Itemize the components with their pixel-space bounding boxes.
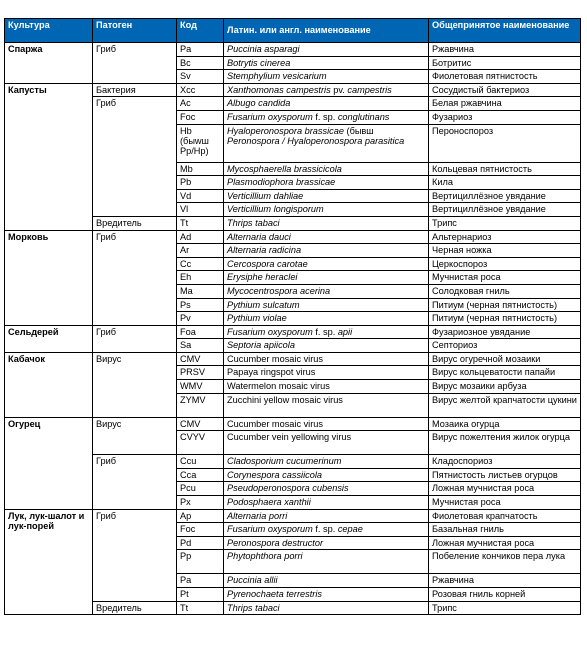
common-name: Кольцевая пятнистость: [432, 163, 532, 174]
code-value: Ps: [180, 299, 191, 310]
table-row: [5, 325, 581, 339]
latin-name-cell: [224, 482, 429, 496]
latin-name-cell: [224, 244, 429, 258]
latin-name: Plasmodiophora brassicae: [227, 177, 336, 188]
table-body: [5, 43, 581, 615]
latin-name: Zucchini yellow mosaic virus: [227, 394, 343, 405]
pathogen-type: Гриб: [96, 326, 116, 337]
table-row: [5, 83, 581, 97]
code-value: Foa: [180, 326, 196, 337]
latin-name-qualifier: pv.: [330, 84, 348, 95]
code-cell: [177, 189, 224, 203]
common-name: Базальная гниль: [432, 524, 504, 535]
latin-name: Pythium violae: [227, 313, 287, 324]
common-name-cell: [429, 271, 581, 285]
common-name: Вертициллёзное увядание: [432, 190, 546, 201]
latin-name: Cucumber mosaic virus: [227, 418, 323, 429]
code-cell: [177, 496, 224, 510]
code-value: Px: [180, 497, 191, 508]
code-cell: [177, 312, 224, 326]
pathogen-type: Бактерия: [96, 84, 136, 95]
pathogen-cell: [93, 601, 177, 615]
latin-name-cell: [224, 588, 429, 602]
code-cell: [177, 43, 224, 57]
common-name: Мозаика огурца: [432, 418, 500, 429]
pathogen-cell: [93, 352, 177, 417]
latin-name-part: apii: [337, 326, 353, 337]
code-cell: [177, 550, 224, 574]
latin-name-cell: [224, 189, 429, 203]
latin-name-cell: [224, 417, 429, 431]
latin-name: Cladosporium cucumerinum: [227, 456, 342, 467]
latin-name: Podosphaera xanthii: [227, 497, 311, 508]
common-name: Мучнистая роса: [432, 497, 501, 508]
latin-name: Cucumber mosaic virus: [227, 353, 323, 364]
code-value: CMV: [180, 418, 201, 429]
code-value: Tt: [180, 602, 189, 613]
common-name-cell: [429, 339, 581, 353]
latin-name: Pythium sulcatum: [227, 299, 300, 310]
code-cell: [177, 601, 224, 615]
latin-name: Phytophthora porri: [227, 551, 303, 562]
common-name-cell: [429, 352, 581, 366]
common-name: Церкоспороз: [432, 258, 488, 269]
common-name-cell: [429, 468, 581, 482]
pathogen-type: Гриб: [96, 231, 116, 242]
latin-name: Verticillium longisporum: [227, 204, 324, 215]
code-cell: [177, 468, 224, 482]
code-value: Pv: [180, 313, 191, 324]
latin-name: Stemphylium vesicarium: [227, 71, 327, 82]
common-name-cell: [429, 97, 581, 111]
code-cell: [177, 257, 224, 271]
common-name: Сосудистый бактериоз: [432, 84, 530, 95]
code-cell: [177, 110, 224, 124]
code-value: Vl: [180, 204, 189, 215]
code-value: Pa: [180, 44, 192, 54]
pathogen-cell: [93, 216, 177, 230]
code-cell: [177, 70, 224, 84]
common-name-cell: [429, 380, 581, 394]
code-value: Vd: [180, 190, 192, 201]
code-cell: [177, 509, 224, 523]
pathogen-type: Вирус: [96, 418, 122, 429]
code-cell: [177, 455, 224, 469]
latin-name-cell: [224, 601, 429, 615]
common-name: Ржавчина: [432, 44, 474, 54]
common-name: Пятнистость листьев огурцов: [432, 469, 558, 480]
latin-name-cell: [224, 83, 429, 97]
code-value: CMV: [180, 353, 201, 364]
code-cell: [177, 417, 224, 431]
latin-name: Watermelon mosaic virus: [227, 381, 330, 392]
code-cell: [177, 83, 224, 97]
latin-name: Alternaria dauci: [227, 231, 291, 242]
code-cell: [177, 244, 224, 258]
latin-name-cell: [224, 550, 429, 574]
latin-name-cell: [224, 110, 429, 124]
pathogen-type: Вредитель: [96, 602, 142, 613]
code-value: Mb: [180, 163, 193, 174]
latin-name-cell: [224, 97, 429, 111]
code-cell: [177, 574, 224, 588]
common-name-cell: [429, 312, 581, 326]
latin-name-qualifier: f. sp.: [312, 524, 338, 535]
code-cell: [177, 216, 224, 230]
crop-name: Лук, лук-шалот и лук-порей: [8, 510, 85, 532]
latin-name-cell: [224, 312, 429, 326]
latin-name-cell: [224, 271, 429, 285]
latin-name-cell: [224, 70, 429, 84]
latin-name: Verticillium dahliae: [227, 190, 304, 201]
crop-cell: [5, 230, 93, 325]
code-value: Tt: [180, 217, 189, 228]
pathogen-type: Гриб: [96, 456, 116, 467]
code-cell: [177, 325, 224, 339]
header-common-name: Общепринятое наименование: [429, 19, 581, 43]
code-cell: [177, 339, 224, 353]
latin-name-cell: [224, 284, 429, 298]
latin-name-cell: [224, 162, 429, 176]
code-value: Pcu: [180, 483, 196, 494]
table-row: [5, 230, 581, 244]
latin-name-cell: [224, 230, 429, 244]
disease-codes-table: [4, 18, 581, 615]
code-value: Foc: [180, 524, 196, 535]
code-value: Pb: [180, 177, 192, 188]
pathogen-type: Вирус: [96, 353, 122, 364]
crop-cell: [5, 417, 93, 509]
common-name-cell: [429, 455, 581, 469]
common-name: Вирус мозаики арбуза: [432, 381, 527, 392]
common-name: Фиолетовая пятнистость: [432, 71, 538, 82]
latin-name-part: campestris: [347, 84, 392, 95]
code-cell: [177, 284, 224, 298]
crop-cell: [5, 83, 93, 230]
code-cell: [177, 352, 224, 366]
common-name: Мучнистая роса: [432, 272, 501, 283]
code-value: Ap: [180, 510, 192, 521]
common-name-cell: [429, 574, 581, 588]
pathogen-cell: [93, 43, 177, 84]
code-value: Ac: [180, 98, 191, 109]
latin-name: Botrytis cinerea: [227, 57, 291, 68]
code-cell: [177, 97, 224, 111]
common-name-cell: [429, 496, 581, 510]
pathogen-cell: [93, 325, 177, 352]
common-name: Трипс: [432, 217, 457, 228]
code-cell: [177, 124, 224, 162]
table-row: [5, 417, 581, 431]
crop-cell: [5, 43, 93, 84]
latin-name-cell: [224, 216, 429, 230]
latin-name: Pseudoperonospora cubensis: [227, 483, 349, 494]
common-name: Кила: [432, 177, 453, 188]
latin-name: Mycocentrospora acerina: [227, 285, 331, 296]
crop-name: Спаржа: [8, 44, 43, 54]
pathogen-cell: [93, 509, 177, 601]
common-name: Питиум (черная пятнистость): [432, 299, 558, 310]
code-value: Sv: [180, 71, 191, 82]
latin-name: Alternaria porri: [227, 510, 288, 521]
code-value: Sa: [180, 340, 192, 351]
crop-name: Морковь: [8, 231, 49, 242]
latin-name: Puccinia allii: [227, 575, 278, 586]
common-name-cell: [429, 393, 581, 417]
latin-name-part: Peronospora / Hyaloperonospora parasitica: [227, 135, 405, 146]
header-crop: Культура: [5, 19, 93, 43]
common-name-cell: [429, 244, 581, 258]
latin-name-cell: [224, 468, 429, 482]
common-name-cell: [429, 162, 581, 176]
pathogen-type: Вредитель: [96, 217, 142, 228]
latin-name-cell: [224, 176, 429, 190]
latin-name-cell: [224, 352, 429, 366]
latin-name-cell: [224, 366, 429, 380]
code-cell: [177, 536, 224, 550]
code-cell: [177, 380, 224, 394]
latin-name: Fusarium oxysporum: [227, 111, 313, 122]
common-name-cell: [429, 230, 581, 244]
code-value: Ccu: [180, 456, 197, 467]
code-value: Ad: [180, 231, 192, 242]
pathogen-cell: [93, 230, 177, 325]
code-value: Pp: [180, 551, 192, 562]
code-cell: [177, 393, 224, 417]
common-name-cell: [429, 431, 581, 455]
code-value: Ar: [180, 245, 190, 256]
common-name: Солодковая гниль: [432, 285, 510, 296]
table-header-row: [5, 19, 581, 43]
common-name: Ложная мучнистая роса: [432, 537, 535, 548]
latin-name-qualifier: (бывш: [343, 125, 374, 136]
latin-name-cell: [224, 455, 429, 469]
pathogen-cell: [93, 455, 177, 509]
latin-name-cell: [224, 536, 429, 550]
crop-name: Сельдерей: [8, 326, 59, 337]
common-name: Вертициллёзное увядание: [432, 204, 546, 215]
code-value: Hb (быwш Pp/Hp): [180, 125, 209, 157]
crop-cell: [5, 509, 93, 615]
code-cell: [177, 431, 224, 455]
common-name: Септориоз: [432, 340, 478, 351]
common-name: Белая ржавчина: [432, 98, 502, 109]
latin-name-part: cepae: [337, 524, 363, 535]
crop-name: Капусты: [8, 84, 47, 95]
latin-name-cell: [224, 574, 429, 588]
pathogen-cell: [93, 97, 177, 217]
common-name: Вирус желтой крапчатости цукини: [432, 394, 577, 405]
common-name: Вирус пожелтения жилок огурца: [432, 432, 570, 443]
common-name-cell: [429, 189, 581, 203]
latin-name: Hyaloperonospora brassicae: [227, 125, 344, 136]
latin-name: Cucumber vein yellowing virus: [227, 432, 352, 443]
code-value: Foc: [180, 111, 196, 122]
code-cell: [177, 271, 224, 285]
common-name: Пероноспороз: [432, 125, 494, 136]
common-name-cell: [429, 216, 581, 230]
code-value: Cca: [180, 469, 197, 480]
code-value: Xcc: [180, 84, 196, 95]
code-value: ZYMV: [180, 394, 206, 405]
table-row: [5, 352, 581, 366]
pathogen-cell: [93, 417, 177, 455]
common-name-cell: [429, 43, 581, 57]
common-name-cell: [429, 509, 581, 523]
common-name-cell: [429, 203, 581, 217]
common-name: Фиолетовая крапчатость: [432, 510, 538, 521]
latin-name-cell: [224, 56, 429, 70]
common-name-cell: [429, 298, 581, 312]
crop-name: Кабачок: [8, 353, 45, 364]
common-name-cell: [429, 176, 581, 190]
common-name-cell: [429, 284, 581, 298]
common-name-cell: [429, 110, 581, 124]
latin-name: Pyrenochaeta terrestris: [227, 589, 322, 599]
code-cell: [177, 588, 224, 602]
latin-name: Fusarium oxysporum: [227, 524, 313, 535]
common-name-cell: [429, 83, 581, 97]
common-name: Альтернариоз: [432, 231, 492, 242]
latin-name-cell: [224, 509, 429, 523]
latin-name: Papaya ringspot virus: [227, 367, 316, 378]
latin-name: Peronospora destructor: [227, 537, 324, 548]
latin-name-cell: [224, 43, 429, 57]
header-code: Код: [177, 19, 224, 43]
crop-name: Огурец: [8, 418, 41, 429]
latin-name-cell: [224, 298, 429, 312]
latin-name: Thrips tabaci: [227, 217, 280, 228]
common-name: Кладоспориоз: [432, 456, 493, 467]
common-name: Вирус огуречной мозаики: [432, 353, 541, 364]
common-name: Питиум (черная пятнистость): [432, 313, 558, 324]
code-value: Eh: [180, 272, 192, 283]
code-value: Ma: [180, 285, 193, 296]
latin-name-cell: [224, 523, 429, 537]
code-cell: [177, 482, 224, 496]
header-pathogen: Патоген: [93, 19, 177, 43]
common-name: Трипс: [432, 602, 457, 613]
common-name-cell: [429, 536, 581, 550]
latin-name: Albugo candida: [227, 98, 291, 109]
code-cell: [177, 56, 224, 70]
code-value: Pt: [180, 589, 189, 599]
code-value: CVYV: [180, 432, 206, 443]
code-value: Pd: [180, 537, 192, 548]
code-cell: [177, 523, 224, 537]
common-name: Розовая гниль корней: [432, 589, 526, 599]
crop-cell: [5, 325, 93, 352]
common-name: Фузариоз: [432, 111, 473, 122]
latin-name-cell: [224, 124, 429, 162]
latin-name-cell: [224, 325, 429, 339]
latin-name: Alternaria radicina: [227, 245, 302, 256]
common-name-cell: [429, 550, 581, 574]
common-name-cell: [429, 588, 581, 602]
latin-name-cell: [224, 380, 429, 394]
code-cell: [177, 176, 224, 190]
common-name: Побеление кончиков пера лука: [432, 551, 566, 562]
common-name: Вирус кольцеватости папайи: [432, 367, 556, 378]
code-cell: [177, 298, 224, 312]
common-name-cell: [429, 417, 581, 431]
common-name-cell: [429, 523, 581, 537]
table-row: [5, 43, 581, 57]
common-name: Ржавчина: [432, 575, 474, 586]
latin-name-cell: [224, 339, 429, 353]
common-name: Фузариозное увядание: [432, 326, 531, 337]
common-name-cell: [429, 257, 581, 271]
pathogen-type: Гриб: [96, 44, 116, 54]
latin-name-cell: [224, 496, 429, 510]
latin-name: Xanthomonas campestris: [227, 84, 331, 95]
latin-name-qualifier: f. sp.: [312, 326, 338, 337]
code-cell: [177, 162, 224, 176]
common-name-cell: [429, 601, 581, 615]
latin-name: Septoria apiicola: [227, 340, 295, 351]
code-value: Pa: [180, 575, 192, 586]
code-cell: [177, 366, 224, 380]
common-name-cell: [429, 56, 581, 70]
code-cell: [177, 230, 224, 244]
common-name-cell: [429, 70, 581, 84]
common-name: Ботритис: [432, 57, 472, 68]
code-value: PRSV: [180, 367, 206, 378]
latin-name: Corynespora cassiicola: [227, 469, 322, 480]
latin-name: Cercospora carotae: [227, 258, 308, 269]
common-name-cell: [429, 482, 581, 496]
common-name: Ложная мучнистая роса: [432, 483, 535, 494]
table-row: [5, 509, 581, 523]
code-value: Bc: [180, 57, 191, 68]
latin-name-cell: [224, 257, 429, 271]
common-name-cell: [429, 124, 581, 162]
pathogen-type: Гриб: [96, 98, 116, 109]
latin-name: Erysiphe heraclei: [227, 272, 298, 283]
code-value: WMV: [180, 381, 203, 392]
latin-name: Fusarium oxysporum: [227, 326, 313, 337]
common-name: Черная ножка: [432, 245, 492, 256]
crop-cell: [5, 352, 93, 417]
latin-name-qualifier: f. sp.: [312, 111, 338, 122]
code-cell: [177, 203, 224, 217]
code-value: Cc: [180, 258, 192, 269]
common-name-cell: [429, 366, 581, 380]
latin-name-cell: [224, 431, 429, 455]
latin-name-part: conglutinans: [337, 111, 390, 122]
latin-name-cell: [224, 393, 429, 417]
latin-name: Thrips tabaci: [227, 602, 280, 613]
header-latin-name: Латин. или англ. наименование: [224, 19, 429, 43]
common-name-cell: [429, 325, 581, 339]
pathogen-type: Гриб: [96, 510, 116, 521]
latin-name: Puccinia asparagi: [227, 44, 300, 54]
pathogen-cell: [93, 83, 177, 97]
latin-name: Mycosphaerella brassicicola: [227, 163, 342, 174]
latin-name-cell: [224, 203, 429, 217]
